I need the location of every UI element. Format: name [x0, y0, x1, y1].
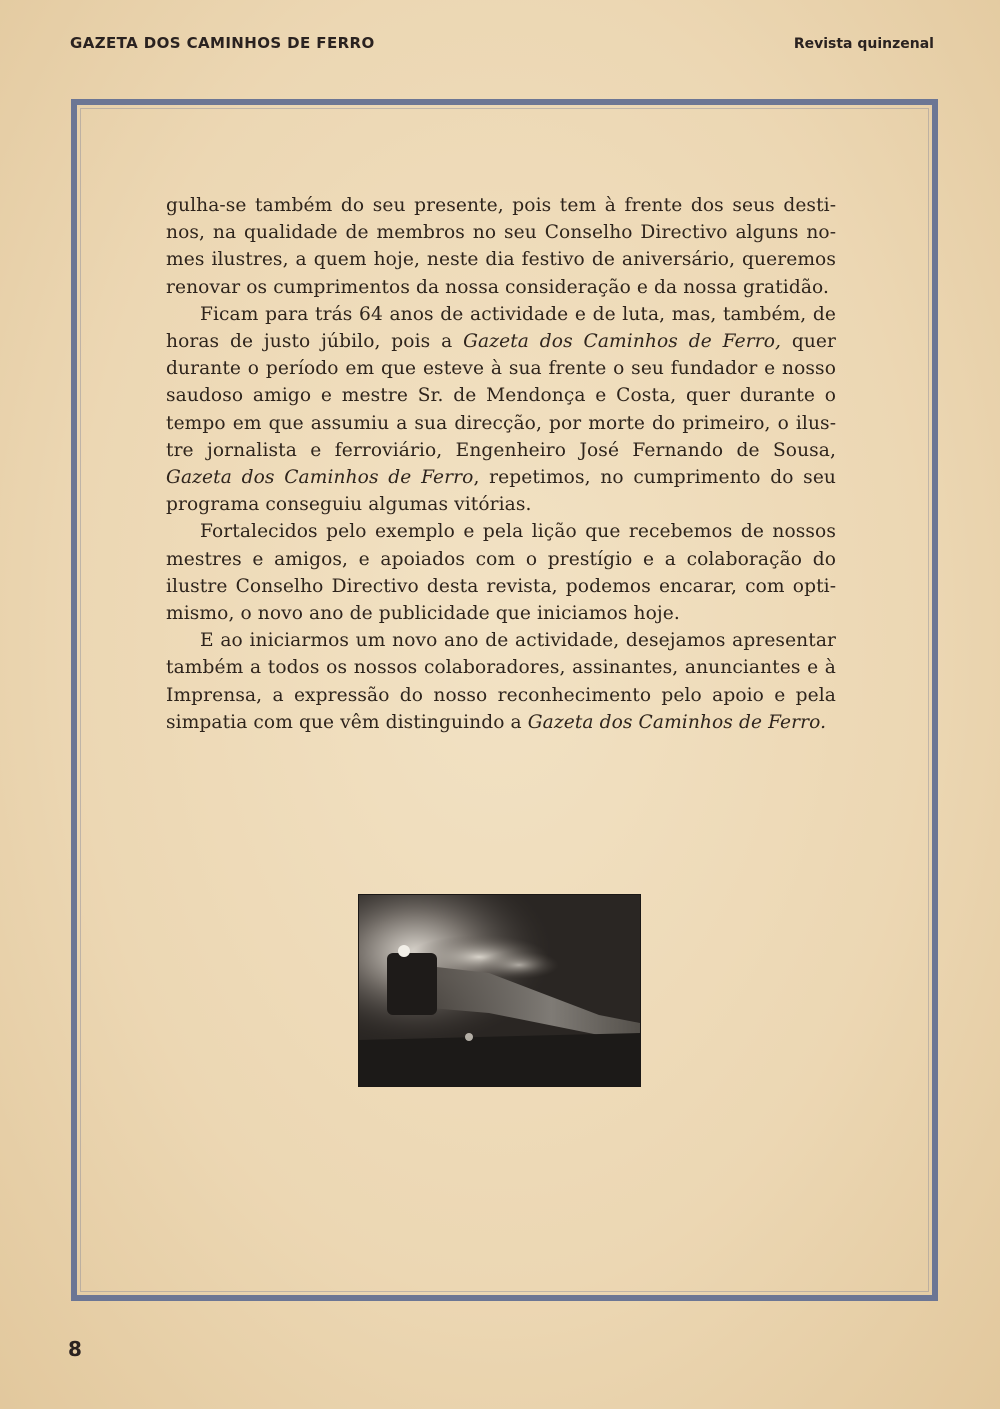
- paragraph-2: [166, 301, 836, 519]
- page-number: 8: [68, 1337, 82, 1361]
- paragraph-2-italic-title-1: Gazeta dos Caminhos de Ferro,: [463, 331, 782, 353]
- paragraph-4-italic-title: Gazeta dos Caminhos de Ferro.: [527, 711, 827, 733]
- paragraph-4-text-a: E ao iniciarmos um novo ano de actividade, desejamos apresentar também a todos os nossos colaboradores, assinantes, anunciantes e à Imprensa, a expressão do nosso reconhecimento pelo apoio e pela simpatia com que vêm distinguindo a: [166, 630, 836, 733]
- paragraph-2-italic-title-2: Gazeta dos Caminhos de Ferro: [166, 467, 474, 489]
- paragraph-1: gulha-se também do seu presente, pois tem à frente dos seus destinos, na qualidade de membros no seu Conselho Directivo alguns nomes ilustres, a quem hoje, neste dia festivo de aniversário, queremos renovar os cumprimentos da nossa consideração e da nossa gratidão.: [166, 195, 836, 298]
- night-train-photo: [358, 894, 641, 1087]
- paragraph-2-text-a: Ficam para trás 64 anos de actividade e de luta, mas, também, de horas de justo júbilo, pois a: [166, 303, 836, 353]
- article-body: [166, 192, 836, 736]
- running-head-subtitle: Revista quinzenal: [793, 36, 934, 52]
- running-head-title: GAZETA DOS CAMINHOS DE FERRO: [70, 34, 375, 52]
- paragraph-2-text-b: quer durante o período em que esteve à sua frente o seu fundador e nosso saudoso amigo e mestre Sr. de Mendonça e Costa, quer durante o tempo em que assumiu a sua direcção, por morte do primeiro, o ilustre jornalista e ferroviário, Engenheiro José Fernando de Sousa,: [166, 331, 836, 461]
- paragraph-3: Fortalecidos pelo exemplo e pela lição que recebemos de nossos mestres e amigos, e apoiados com o prestígio e a colaboração do ilustre Conselho Directivo desta revista, podemos encarar, com optimismo, o novo ano de publicidade que iniciamos hoje.: [166, 521, 836, 625]
- paragraph-2-text-c: , repetimos, no cumprimento do seu programa conseguiu algumas vitórias.: [166, 467, 837, 516]
- paragraph-4: [166, 627, 836, 736]
- night-train-image: [359, 895, 640, 1086]
